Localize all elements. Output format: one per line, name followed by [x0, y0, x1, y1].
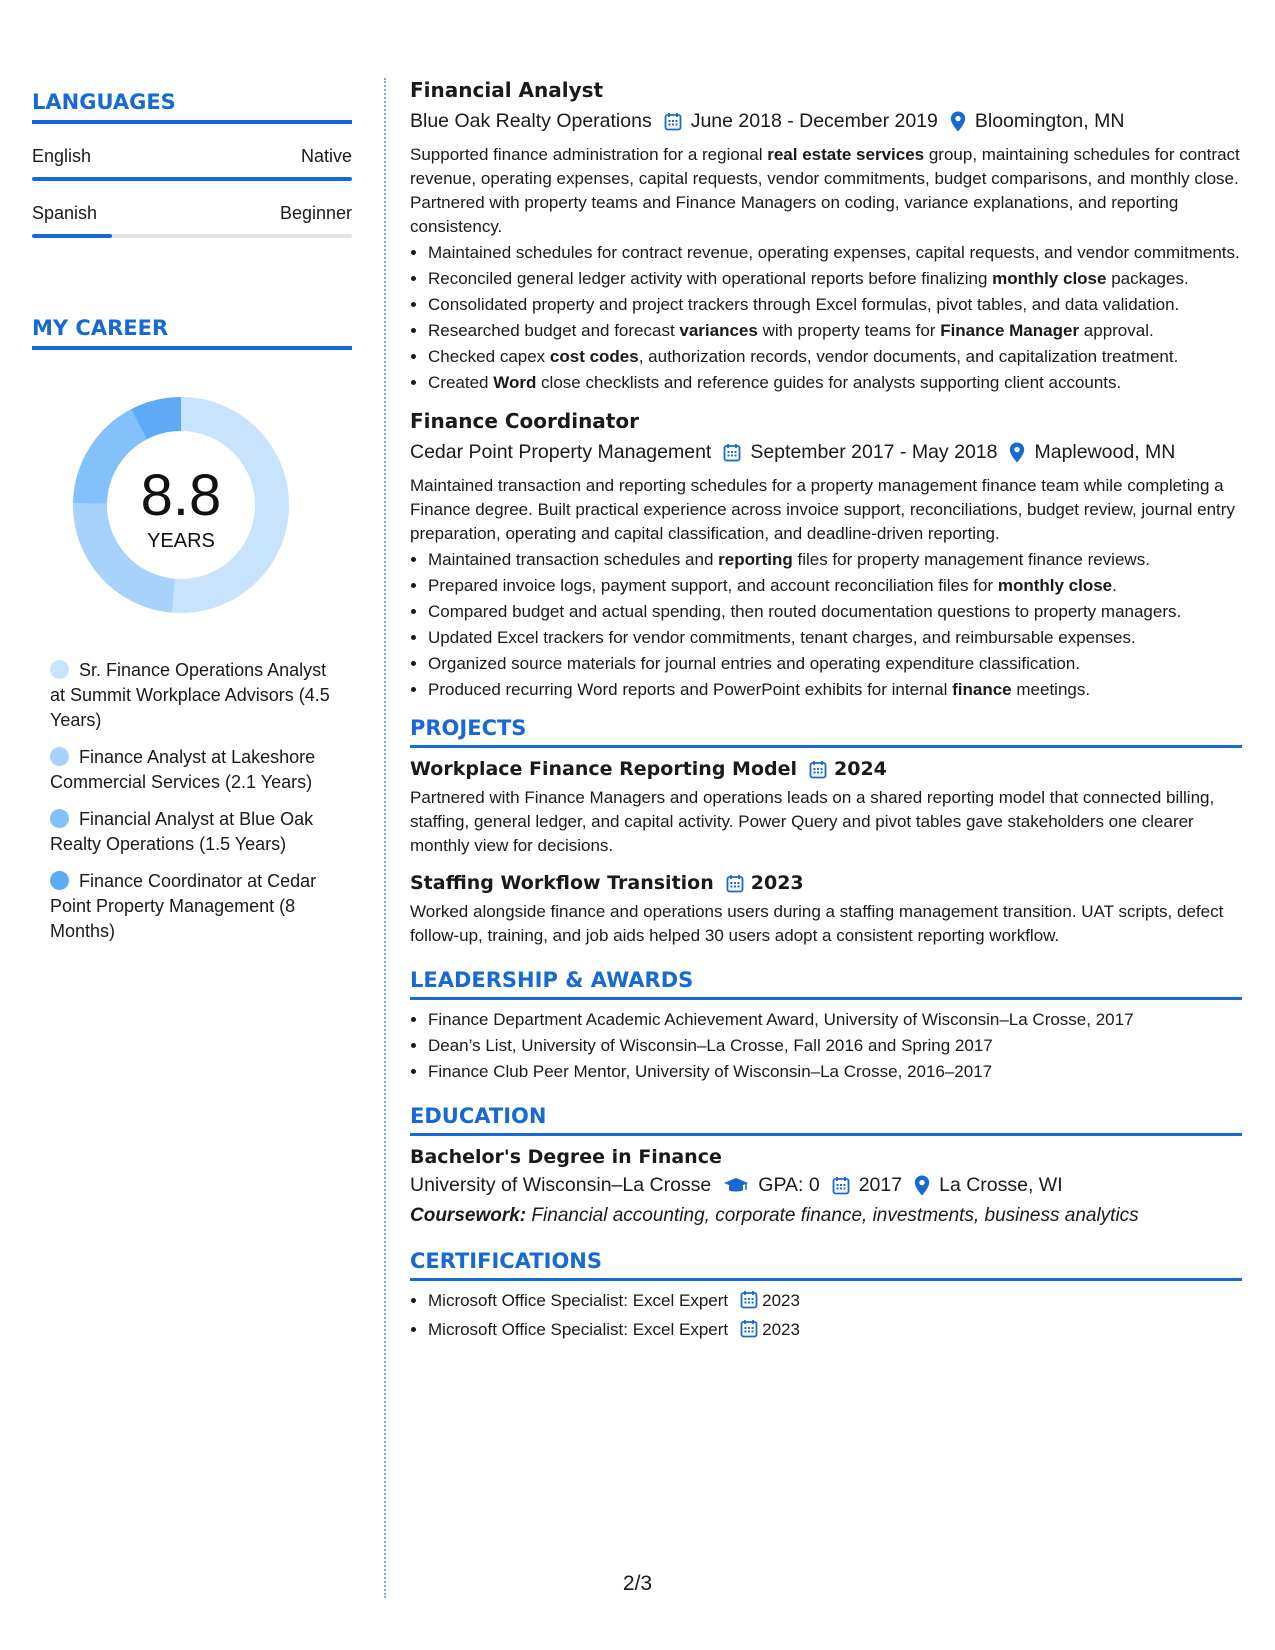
text-run: Created [428, 373, 494, 392]
projects-list [410, 758, 1242, 948]
bold-text: Finance Manager [940, 321, 1080, 340]
certification-name: Microsoft Office Specialist: Excel Expert [428, 1320, 729, 1339]
calendar-icon [664, 112, 682, 131]
text-run: packages. [1106, 269, 1189, 288]
job-title: Finance Coordinator [410, 409, 639, 433]
legend-dot [50, 747, 69, 766]
leadership-list [410, 1008, 1242, 1084]
location-pin-icon [950, 111, 966, 132]
coursework-text: Financial accounting, corporate finance, investments, business analytics [526, 1205, 1139, 1226]
languages-heading: LANGUAGES [32, 90, 352, 124]
certification-item [428, 1289, 1242, 1316]
project-title: Staffing Workflow Transition [410, 872, 714, 894]
certification-item [428, 1318, 1242, 1345]
language-item [32, 203, 352, 238]
award-item: • Dean’s List, University of Wisconsin–La Crosse, Fall 2016 and Spring 2017 [428, 1034, 1242, 1058]
job-title: Financial Analyst [410, 78, 604, 102]
career-heading: MY CAREER [32, 316, 352, 350]
certifications-list [410, 1289, 1242, 1345]
sidebar [32, 90, 352, 956]
text-run: Prepared invoice logs, payment support, and account reconciliation files for [428, 576, 998, 595]
career-unit: YEARS [147, 530, 215, 552]
calendar-icon [740, 1290, 758, 1316]
language-name: Spanish [32, 203, 98, 223]
text-run: Maintained schedules for contract revenue, operating expenses, capital requests, and vendor commitments. [428, 243, 1240, 262]
language-row [32, 146, 352, 167]
job-bullet [428, 241, 1242, 265]
bold-text: real estate services [767, 145, 925, 164]
project-description: Worked alongside finance and operations users during a staffing management transition. UAT scripts, defect follow-up, training, and job aids helped 30 users adopt a consistent reporting workflow. [410, 902, 1224, 945]
legend-label: Financial Analyst at Blue Oak Realty Operations (1.5 Years) [50, 809, 314, 854]
projects-heading: PROJECTS [410, 716, 1242, 748]
education-entry [410, 1146, 1242, 1227]
language-row [32, 203, 352, 224]
language-name: English [32, 146, 92, 166]
project-year: 2024 [834, 758, 887, 780]
coursework [410, 1205, 1242, 1227]
job-bullet [428, 345, 1242, 369]
career-legend-item [50, 807, 340, 857]
company-name: Cedar Point Property Management [410, 441, 712, 463]
column-divider [384, 78, 386, 1598]
project-entry [410, 872, 1242, 948]
page-number: 2/3 [622, 1572, 653, 1595]
certification-name: Microsoft Office Specialist: Excel Expert [428, 1291, 729, 1310]
text-run: Maintained transaction schedules and [428, 550, 719, 569]
degree-title: Bachelor's Degree in Finance [410, 1146, 722, 1168]
job-bullet [428, 626, 1242, 650]
company-name: Blue Oak Realty Operations [410, 110, 652, 132]
job-bullet [428, 267, 1242, 291]
text-run: Supported finance administration for a regional [410, 145, 768, 164]
legend-dot [50, 809, 69, 828]
job-bullet [428, 652, 1242, 676]
job-bullet [428, 600, 1242, 624]
award-item: • Finance Department Academic Achievement Award, University of Wisconsin–La Crosse, 2017 [428, 1008, 1242, 1032]
career-legend-item [50, 745, 340, 795]
text-run: Maintained transaction and reporting schedules for a property management finance team while completing a Finance degree. Built practical experience across invoice support, reconciliations, budget review, journal entry preparation, operating and capital classification, and deadline-driven reporting. [410, 476, 1235, 543]
career-legend [50, 658, 340, 944]
bold-text: variances [679, 321, 758, 340]
certification-year: 2023 [762, 1320, 800, 1339]
language-level-bar [32, 234, 352, 238]
legend-label: Sr. Finance Operations Analyst at Summit Workplace Advisors (4.5 Years) [50, 660, 330, 730]
gpa: GPA: 0 [758, 1174, 820, 1196]
calendar-icon [809, 760, 827, 779]
certification-year: 2023 [762, 1291, 800, 1310]
text-run: files for property management finance reviews. [792, 550, 1150, 569]
location-pin-icon [914, 1175, 930, 1196]
award-item: • Finance Club Peer Mentor, University of Wisconsin–La Crosse, 2016–2017 [428, 1060, 1242, 1084]
career-legend-item [50, 869, 340, 944]
project-title: Workplace Finance Reporting Model [410, 758, 798, 780]
language-level: Beginner [279, 203, 352, 223]
job-bullets [410, 241, 1242, 395]
education-location: La Crosse, WI [939, 1174, 1063, 1196]
text-run: close checklists and reference guides for analysts supporting client accounts. [536, 373, 1122, 392]
project-title-row [410, 872, 1242, 894]
career-donut-chart [66, 390, 296, 620]
bold-text: Word [493, 373, 537, 392]
bold-text: monthly close [997, 576, 1113, 595]
job-bullet [428, 319, 1242, 343]
calendar-icon [740, 1319, 758, 1345]
text-run: group, maintaining schedules for contract revenue, operating expenses, capital requests, vendor commitments, budget comparisons, and monthly close. Partnered with property teams and Finance Managers on coding, variance explanations, and reporting consistency. [410, 145, 1240, 236]
text-run: Researched budget and forecast [428, 321, 680, 340]
text-run: Consolidated property and project trackers through Excel formulas, pivot tables, and data validation. [428, 295, 1180, 314]
legend-dot [50, 660, 69, 679]
bold-text: monthly close [992, 269, 1107, 288]
legend-label: Finance Coordinator at Cedar Point Property Management (8 Months) [50, 871, 317, 941]
bold-text: finance [952, 680, 1012, 699]
job-bullet [428, 293, 1242, 317]
job-meta [410, 110, 1242, 133]
calendar-icon [723, 443, 741, 462]
job-description [410, 474, 1242, 546]
project-description: Partnered with Finance Managers and operations leads on a shared reporting model that connected billing, staffing, general ledger, and capital activity. Power Query and pivot tables gave stakeholders one clearer monthly view for decisions. [410, 788, 1215, 855]
location-pin-icon [1009, 442, 1025, 463]
language-level-fill [32, 177, 352, 181]
bold-text: cost codes [549, 347, 639, 366]
text-run: Reconciled general ledger activity with operational reports before finalizing [428, 269, 993, 288]
career-legend-item [50, 658, 340, 733]
text-run: . [1112, 576, 1117, 595]
job-bullet [428, 548, 1242, 572]
language-level-bar [32, 177, 352, 181]
text-run: Produced recurring Word reports and PowerPoint exhibits for internal [428, 680, 953, 699]
text-run: Updated Excel trackers for vendor commitments, tenant charges, and reimbursable expenses. [428, 628, 1136, 647]
leadership-heading: LEADERSHIP & AWARDS [410, 968, 1242, 1000]
text-run: approval. [1079, 321, 1154, 340]
main-content [410, 78, 1242, 1347]
text-run: with property teams for [757, 321, 941, 340]
project-year: 2023 [750, 872, 804, 894]
job-entry [410, 78, 1242, 395]
language-level: Native [300, 146, 352, 166]
project-entry [410, 758, 1242, 858]
language-item [32, 146, 352, 181]
job-entry [410, 409, 1242, 702]
education-meta [410, 1174, 1242, 1197]
job-bullets [410, 548, 1242, 702]
language-level-fill [32, 234, 112, 238]
calendar-icon [832, 1176, 850, 1195]
job-bullet [428, 574, 1242, 598]
job-dates: June 2018 - December 2019 [690, 110, 938, 132]
experience-list [410, 78, 1242, 702]
job-location: Maplewood, MN [1034, 441, 1176, 463]
education-heading: EDUCATION [410, 1104, 1242, 1136]
job-description [410, 143, 1242, 239]
project-title-row [410, 758, 1242, 780]
text-run: Compared budget and actual spending, then routed documentation questions to property managers. [428, 602, 1182, 621]
job-meta [410, 441, 1242, 464]
text-run: Checked capex [428, 347, 550, 366]
text-run: Organized source materials for journal entries and operating expenditure classification. [428, 654, 1081, 673]
coursework-label: Coursework: [410, 1205, 527, 1226]
graduation-year: 2017 [858, 1174, 903, 1196]
text-run: , authorization records, vendor documents, and capitalization treatment. [638, 347, 1179, 366]
language-list [32, 146, 352, 238]
legend-dot [50, 871, 69, 890]
career-total: 8.8 [140, 463, 222, 528]
school-name: University of Wisconsin–La Crosse [410, 1174, 712, 1196]
certifications-heading: CERTIFICATIONS [410, 1249, 1242, 1281]
bold-text: reporting [718, 550, 793, 569]
job-dates: September 2017 - May 2018 [750, 441, 998, 463]
graduation-cap-icon [723, 1177, 749, 1195]
job-bullet [428, 371, 1242, 395]
calendar-icon [726, 874, 744, 893]
text-run: meetings. [1011, 680, 1091, 699]
job-location: Bloomington, MN [974, 110, 1125, 132]
job-bullet [428, 678, 1242, 702]
legend-label: Finance Analyst at Lakeshore Commercial Services (2.1 Years) [50, 747, 316, 792]
